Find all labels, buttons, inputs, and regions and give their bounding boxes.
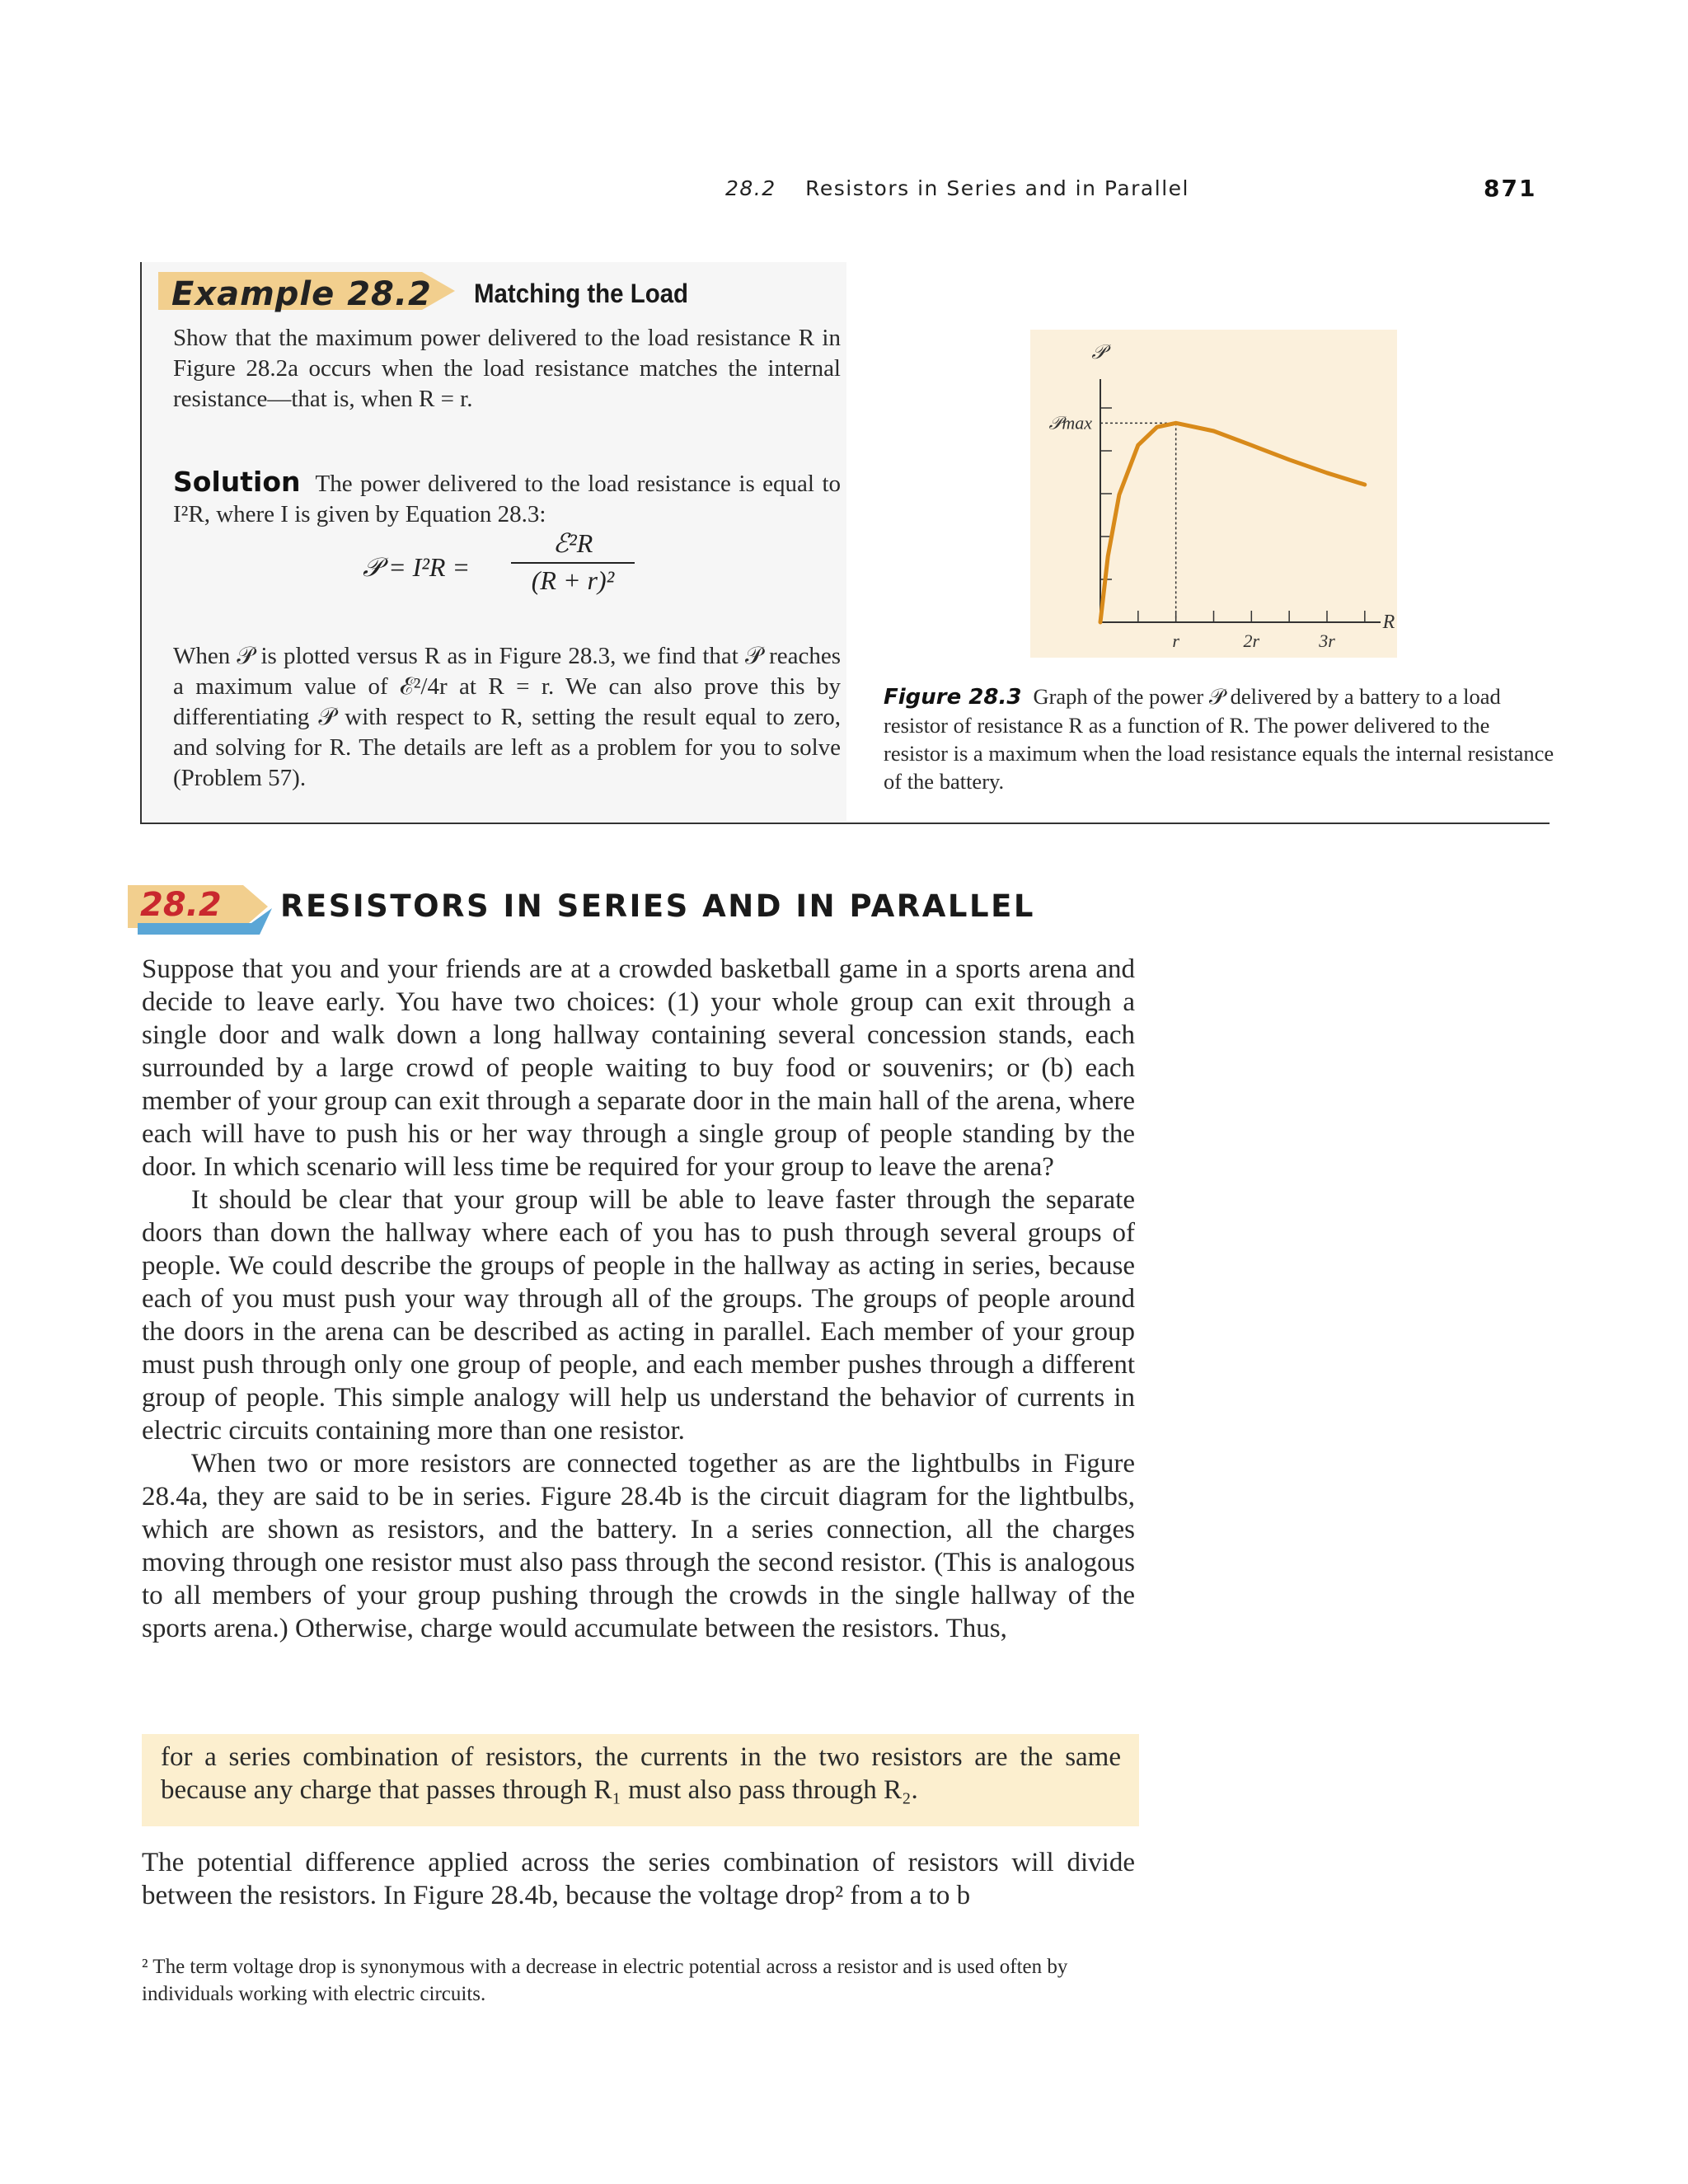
power-equation <box>363 528 615 595</box>
y-axis-label: 𝒫 <box>1091 342 1106 363</box>
x-axis-label: R <box>1382 612 1395 633</box>
running-head <box>725 176 1189 200</box>
figure-caption-text: Graph of the power 𝒫 delivered by a battery to a load resistor of resistance R as a function of R. The power delivered to the resistor is a maximum when the load resistance equals the internal resistance of the battery. <box>884 684 1554 794</box>
solution-intro: The power delivered to the load resistance is equal to I²R, where I is given by Equation 28.3: <box>173 471 841 527</box>
example-title: Matching the Load <box>474 279 689 308</box>
solution-conclusion: When 𝒫 is plotted versus R as in Figure 28.3, we find that 𝒫 reaches a maximum value of ℰ²/4r at R = r. We can also prove this by differentiating 𝒫 with respect to R, setting the result equal to zero, and solving for R. The details are left as a problem for you to solve (Problem 57). <box>173 643 841 791</box>
section-title: RESISTORS IN SERIES AND IN PARALLEL <box>280 888 1035 924</box>
equation-fraction <box>511 527 635 596</box>
power-vs-resistance-chart <box>1030 330 1397 658</box>
x-tick-label: 3r <box>1319 630 1335 651</box>
page-number: 871 <box>1484 175 1537 202</box>
x-tick-label: 2r <box>1243 630 1260 651</box>
y-max-label: 𝒫max <box>1048 412 1092 434</box>
running-head-title: Resistors in Series and in Parallel <box>805 176 1189 200</box>
power-curve <box>1100 423 1365 622</box>
figure-label: Figure 28.3 <box>884 685 1022 710</box>
body-paragraphs <box>142 953 1135 1645</box>
footnote: ² The term voltage drop is synonymous with a decrease in electric potential across a resistor and is used often by individuals working with electric circuits. <box>142 1956 1068 2005</box>
highlight-text: for a series combination of resistors, the currents in the two resistors are the same because any charge that passes through R₁ must also pass through R₂. <box>161 1742 1121 1805</box>
running-head-number: 28.2 <box>725 176 776 200</box>
paragraph-3: When two or more resistors are connected together as are the lightbulbs in Figure 28.4a, they are said to be in series. Figure 28.4b is the circuit diagram for the lightbulbs, which are shown as resistors, and the battery. In a series connection, all the charges moving through one resistor must also pass through the second resistor. (This is analogous to all members of your group pushing through the crowds in the single hallway of the sports arena.) Otherwise, charge would accumulate between the resistors. Thus, <box>142 1449 1135 1643</box>
example-problem: Show that the maximum power delivered to the load resistance R in Figure 28.2a occurs when the load resistance matches the internal resistance—that is, when R = r. <box>173 325 841 412</box>
solution-paragraph <box>173 466 841 530</box>
figure-caption <box>884 682 1555 795</box>
example-label: Example 28.2 <box>171 275 432 313</box>
equation-denominator: (R + r)² <box>531 565 615 595</box>
paragraph-after-highlight: The potential difference applied across the series combination of resistors will divide between the resistors. In Figure 28.4b, because the voltage drop² from a to b <box>142 1848 1135 1910</box>
solution-heading: Solution <box>173 466 301 498</box>
paragraph-2: It should be clear that your group will be able to leave faster through the separate doors than down the hallway where each of you has to push through several groups of people. We could describe the groups of people in the hallway as acting in series, because each of you must push your way through all of the groups. The groups of people around the doors in the arena can be described as acting in parallel. Each member of your group must push through only one group of people, and each member pushes through a different group of people. This simple analogy will help us understand the behavior of currents in electric circuits containing more than one resistor. <box>142 1185 1135 1446</box>
equation-lhs: 𝒫 = I²R = <box>363 552 471 582</box>
x-tick-label: r <box>1172 630 1179 651</box>
equation-numerator: ℰ²R <box>511 527 635 564</box>
paragraph-1: Suppose that you and your friends are at a crowded basketball game in a sports arena and decide to leave early. You have two choices: (1) your whole group can exit through a single door and walk down a long hallway containing several concession stands, each surrounded by a large crowd of people waiting to buy food or souvenirs; or (b) each member of your group can exit through a separate door in the main hall of the arena, where each will have to push his or her way through a single group of people standing by the door. In which scenario will less time be required for your group to leave the arena? <box>142 954 1135 1182</box>
section-number: 28.2 <box>140 886 222 924</box>
